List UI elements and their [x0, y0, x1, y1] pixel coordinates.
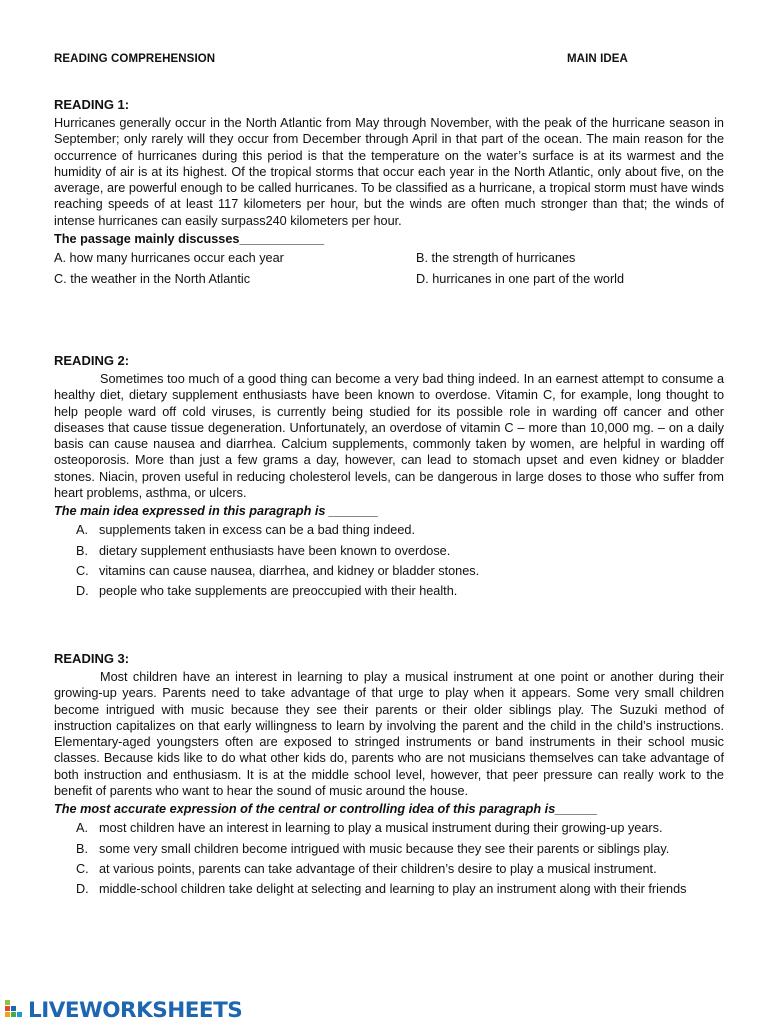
- option-letter: C.: [76, 861, 89, 876]
- header-title: READING COMPREHENSION: [54, 53, 216, 65]
- liveworksheets-brand-text: LIVEWORKSHEETS: [28, 997, 243, 1023]
- reading-1-options: [54, 248, 724, 289]
- reading-2-section: [54, 353, 724, 604]
- option-text: most children have an interest in learning to play a musical instrument during their growing-up years.: [99, 821, 663, 836]
- reading-1-paragraph: Hurricanes generally occur in the North Atlantic from May through November, with the peak of the hurricane season in September; only rarely will they occur from December through April in that part of the ocean. The main reason for the occurrence of hurricanes during this period is that the temperature on the water’s surface is at its warmest and the humidity of air is at its highest. Of the tropical storms that occur each year in the North Atlantic, only about five, on the average, are powerful enough to be called hurricanes. To be classified as a hurricane, a tropical storm must have winds reaching speeds of at least 117 kilometers per hour, but the winds are often much stronger than that; the winds of intense hurricanes can easily surpass240 kilometers per hour.: [54, 116, 724, 228]
- option-letter: B.: [76, 543, 88, 558]
- reading-1-title: READING 1:: [54, 97, 130, 112]
- reading-3-title: READING 3:: [54, 651, 130, 666]
- option-text: supplements taken in excess can be a bad thing indeed.: [99, 523, 415, 538]
- option-text: middle-school children take delight at selecting and learning to play an instrument along with their friends: [99, 882, 687, 897]
- reading-3-paragraph: Most children have an interest in learning to play a musical instrument at one point or another during their growing-up years. Parents need to take advantage of that urge to play when it appears. Some very small children become intrigued with music because they see their parents or their older siblings play. The Suzuki method of instruction capitalizes on that early willingness to learn by involving the parent and the child in the child’s instructions. Elementary-aged youngsters often are exposed to stringed instruments or band instruments in their school music classes. Because kids like to do what other kids do, parents who are not musicians themselves can take advantage of both instruction and enthusiasm. It is at the middle school level, however, that peer pressure can really work to the benefit of parents who want to hear the sound of music around the house.: [54, 670, 724, 799]
- reading-3-option-a[interactable]: [54, 820, 724, 836]
- reading-1-option-d[interactable]: D. hurricanes in one part of the world: [416, 271, 625, 286]
- reading-1-section: [54, 97, 724, 289]
- reading-2-option-d[interactable]: [54, 583, 724, 599]
- reading-1-option-b[interactable]: B. the strength of hurricanes: [416, 251, 576, 266]
- reading-2-question: The main idea expressed in this paragraph is _______: [54, 504, 379, 519]
- reading-3-option-d[interactable]: [54, 881, 724, 897]
- option-letter: A.: [76, 523, 88, 538]
- option-text: some very small children become intrigued with music because they see their parents or siblings play.: [99, 841, 670, 856]
- reading-2-option-b[interactable]: [54, 543, 724, 559]
- option-letter: C.: [76, 563, 89, 578]
- option-letter: D.: [76, 882, 89, 897]
- reading-2-paragraph: Sometimes too much of a good thing can become a very bad thing indeed. In an earnest attempt to consume a healthy diet, dietary supplement enthusiasts have been known to overdose. Vitamin C, for example, long thought to help people ward off cold viruses, is currently being studied for its possible role in warding off cancer and other diseases that cause tissue degeneration. Unfortunately, an overdose of vitamin C – more than 10,000 mg. – on a daily basis can cause nausea and diarrhea. Calcium supplements, commonly taken by women, are helpful in warding off osteoporosis. More than just a few grams a day, however, can lead to stomach upset and even kidney or bladder stones. Niacin, proven useful in reducing cholesterol levels, can be dangerous in large doses to those who suffer from heart problems, asthma, or ulcers.: [54, 372, 724, 501]
- liveworksheets-logo[interactable]: [4, 997, 242, 1023]
- reading-3-question: The most accurate expression of the central or controlling idea of this paragraph is______: [54, 802, 598, 817]
- option-text: vitamins can cause nausea, diarrhea, and kidney or bladder stones.: [99, 563, 480, 578]
- reading-2-option-c[interactable]: [54, 563, 724, 579]
- reading-1-question: The passage mainly discusses____________: [54, 232, 325, 247]
- reading-3-section: [54, 651, 724, 902]
- option-text: at various points, parents can take advantage of their children’s desire to play a musical instrument.: [99, 861, 657, 876]
- option-letter: B.: [76, 841, 88, 856]
- header-topic: MAIN IDEA: [567, 53, 628, 65]
- reading-3-option-b[interactable]: [54, 841, 724, 857]
- reading-1-option-a[interactable]: A. how many hurricanes occur each year: [54, 251, 284, 266]
- reading-2-options: [54, 522, 724, 599]
- reading-3-option-c[interactable]: [54, 861, 724, 877]
- liveworksheets-logo-icon: [4, 999, 26, 1021]
- option-text: people who take supplements are preoccupied with their health.: [99, 584, 458, 599]
- option-letter: A.: [76, 821, 88, 836]
- reading-2-title: READING 2:: [54, 353, 130, 368]
- option-letter: D.: [76, 584, 89, 599]
- reading-2-option-a[interactable]: [54, 522, 724, 538]
- page-header: [54, 53, 714, 65]
- option-text: dietary supplement enthusiasts have been known to overdose.: [99, 543, 451, 558]
- reading-1-option-c[interactable]: C. the weather in the North Atlantic: [54, 271, 251, 286]
- reading-3-options: [54, 820, 724, 897]
